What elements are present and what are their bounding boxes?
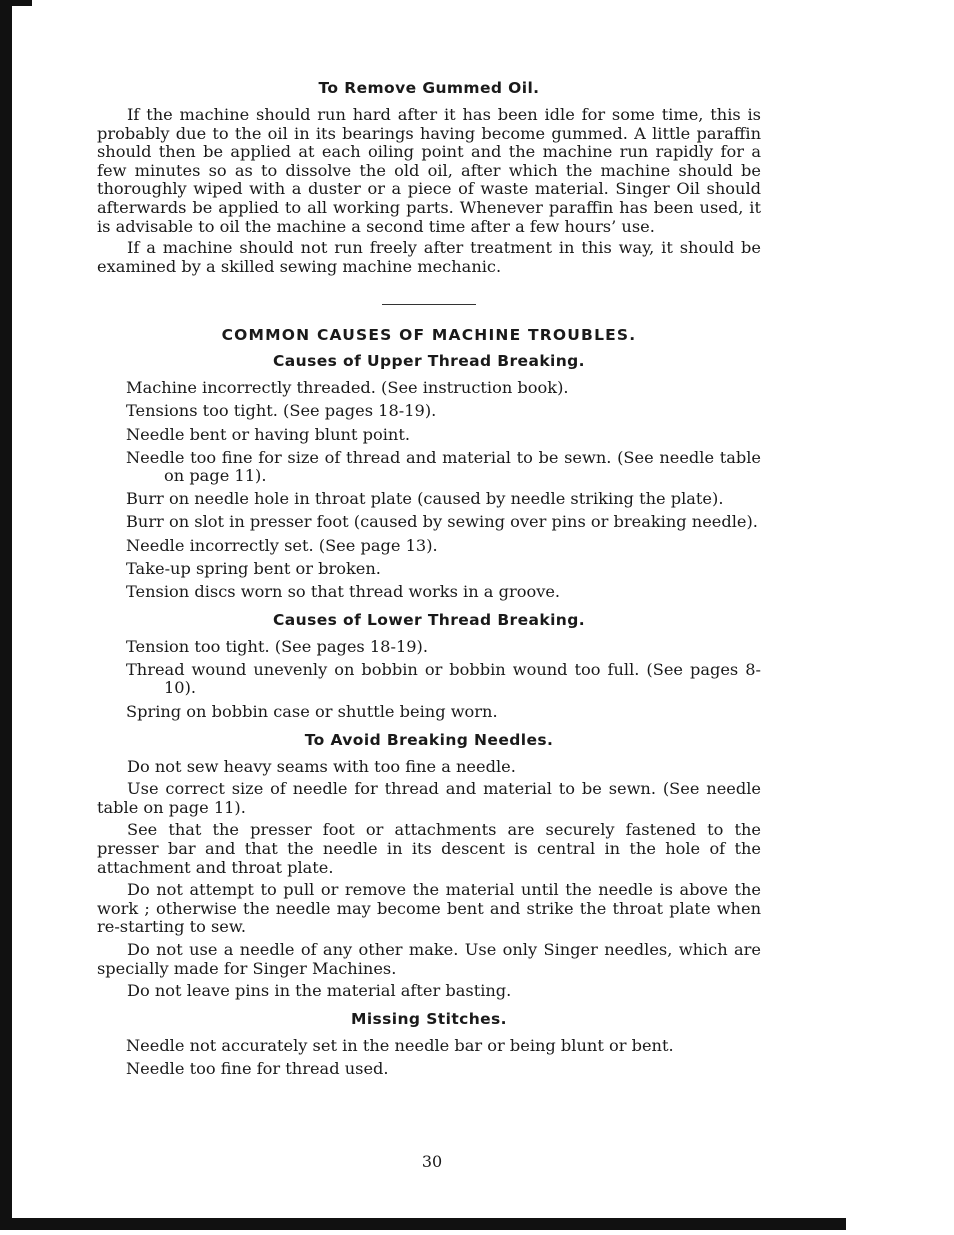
paragraph: If a machine should not run freely after treatment in this way, it should be examined by a skilled sewing machine mechanic. bbox=[97, 238, 761, 276]
list-item: Needle too fine for size of thread and material to be sewn. (See needle table on page 11). bbox=[126, 447, 761, 486]
list-item: Burr on slot in presser foot (caused by sewing over pins or breaking needle). bbox=[126, 512, 758, 532]
list-item: Needle not accurately set in the needle bar or being blunt or bent. bbox=[126, 1035, 674, 1055]
scan-border-top bbox=[0, 0, 32, 6]
list-item: Tension too tight. (See pages 18-19). bbox=[126, 636, 428, 656]
list-item: Tension discs worn so that thread works in a groove. bbox=[126, 581, 561, 601]
section-title-lower-thread: Causes of Lower Thread Breaking. bbox=[273, 610, 585, 629]
list-item: Machine incorrectly threaded. (See instruction book). bbox=[126, 378, 569, 398]
paragraph: See that the presser foot or attachments are securely fastened to the presser bar and that the needle in its descent is central in the hole of the attachment and throat plate. bbox=[97, 820, 761, 877]
scan-border-bottom bbox=[0, 1218, 846, 1230]
section-title-gummed-oil: To Remove Gummed Oil. bbox=[318, 79, 540, 97]
list-item: Needle bent or having blunt point. bbox=[126, 424, 410, 444]
section-title-breaking-needles: To Avoid Breaking Needles. bbox=[304, 730, 554, 749]
list-item: Tensions too tight. (See pages 18-19). bbox=[126, 401, 437, 421]
list-item: Burr on needle hole in throat plate (caused by needle striking the plate). bbox=[126, 489, 724, 509]
paragraph: Do not leave pins in the material after basting. bbox=[127, 981, 512, 1001]
paragraph: Do not attempt to pull or remove the material until the needle is above the work ; otherwise the needle may become bent and strike the throat plate when re-starting to sew. bbox=[97, 880, 761, 937]
list-item: Take-up spring bent or broken. bbox=[126, 558, 381, 578]
paragraph: If the machine should run hard after it has been idle for some time, this is probably due to the oil in its bearings having become gummed. A little paraffin should then be applied at each oiling point and the machine run rapidly for a few minutes so as to dissolve the old oil, after which the machine should be thoroughly wiped with a duster or a piece of waste material. Singer Oil should afterwards be applied to all working parts. Whenever paraffin has been used, it is advisable to oil the machine a second time after a few hours’ use. bbox=[97, 105, 761, 236]
section-title-missing-stitches: Missing Stitches. bbox=[351, 1009, 507, 1028]
paragraph: Use correct size of needle for thread and material to be sewn. (See needle table on page 11). bbox=[97, 779, 761, 817]
page-content bbox=[97, 78, 761, 1083]
list-item: Spring on bobbin case or shuttle being worn. bbox=[126, 701, 498, 721]
list-item: Needle too fine for thread used. bbox=[126, 1058, 389, 1078]
paragraph: Do not use a needle of any other make. Use only Singer needles, which are specially made for Singer Machines. bbox=[97, 940, 761, 978]
page-number: 30 bbox=[421, 1152, 443, 1171]
section-title-upper-thread: Causes of Upper Thread Breaking. bbox=[273, 352, 585, 371]
list-item: Thread wound unevenly on bobbin or bobbin wound too full. (See pages 8-10). bbox=[126, 659, 761, 698]
paragraph: Do not sew heavy seams with too fine a needle. bbox=[127, 756, 516, 776]
main-heading-common-causes: COMMON CAUSES OF MACHINE TROUBLES. bbox=[221, 326, 637, 345]
list-item: Needle incorrectly set. (See page 13). bbox=[126, 535, 438, 555]
scan-border-left bbox=[0, 0, 12, 1225]
